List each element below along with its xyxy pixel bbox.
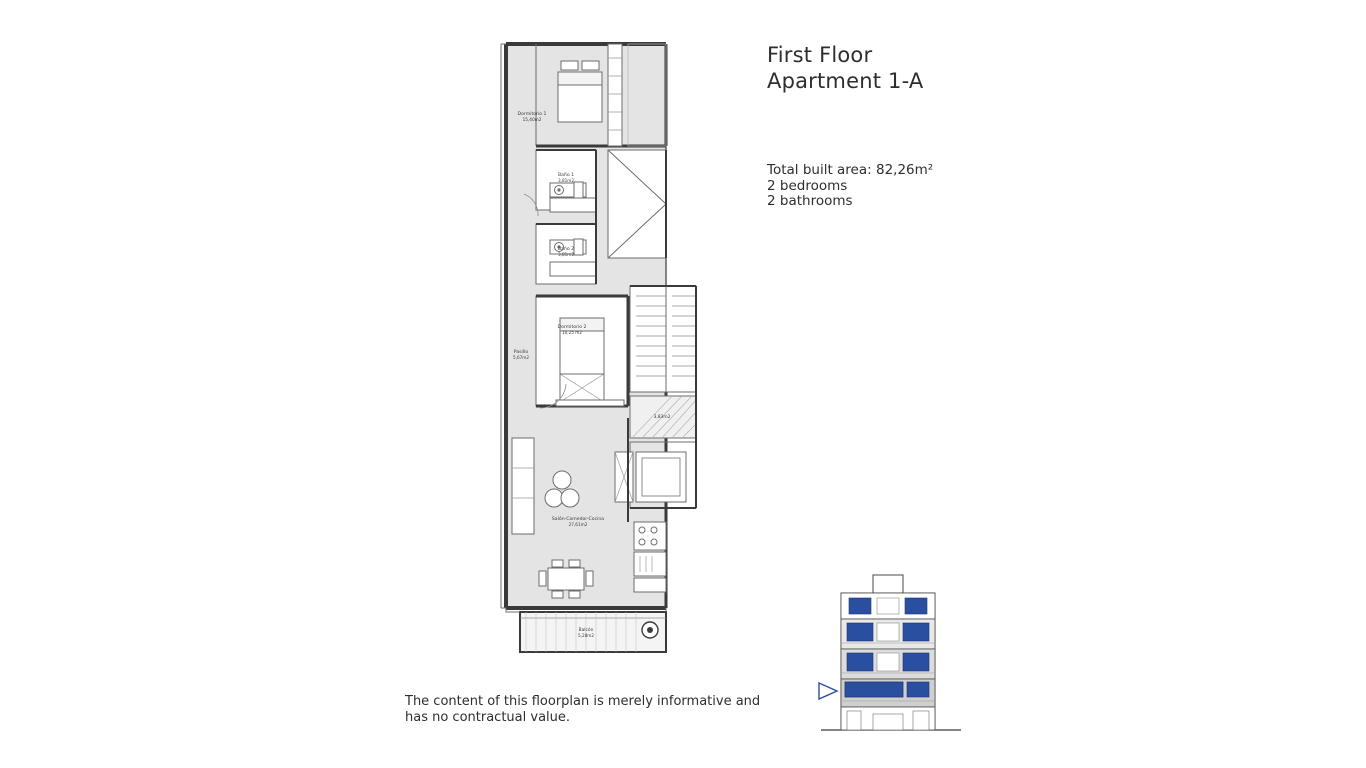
floorplan-drawing bbox=[490, 28, 720, 658]
room-label-pasillo: Pasillo bbox=[513, 350, 529, 355]
building-elevation-thumbnail bbox=[815, 565, 975, 740]
room-area-landing: 3,83m2 bbox=[653, 415, 671, 420]
room-area-dormitorio-1: 15,40m2 bbox=[522, 117, 542, 122]
room-label-dormitorio-2: Dormitorio 2 bbox=[557, 325, 587, 330]
disclaimer-line-1: The content of this floorplan is merely informative and bbox=[405, 694, 761, 709]
floor-pointer-icon bbox=[819, 683, 837, 699]
room-label-balcon: Balcón bbox=[578, 628, 594, 633]
highlighted-apartment bbox=[845, 682, 903, 697]
room-area-bano-1: 3,81m2 bbox=[557, 178, 575, 183]
room-area-balcon: 5,28m2 bbox=[577, 633, 595, 638]
disclaimer bbox=[405, 694, 805, 725]
room-area-bano-2: 3,81m2 bbox=[557, 252, 575, 257]
room-area-salon: 27,61m2 bbox=[568, 522, 588, 527]
title-block bbox=[767, 42, 1187, 94]
property-info bbox=[767, 163, 1187, 210]
bathrooms-count: 2 bathrooms bbox=[767, 193, 853, 209]
room-label-dormitorio-1: Dormitorio 1 bbox=[517, 112, 547, 117]
page-title: First Floor bbox=[767, 43, 873, 67]
room-area-dormitorio-2: 10,25 m2 bbox=[561, 330, 583, 335]
room-label-salon: Salón-Comedor-Cocina bbox=[551, 517, 605, 522]
total-built-area: Total built area: 82,26m² bbox=[767, 162, 934, 178]
page-subtitle: Apartment 1-A bbox=[767, 69, 924, 93]
room-label-bano-1: Baño 1 bbox=[557, 173, 575, 178]
disclaimer-line-2: has no contractual value. bbox=[405, 709, 571, 725]
room-area-pasillo: 5,67m2 bbox=[512, 355, 530, 360]
room-label-bano-2: Baño 2 bbox=[557, 247, 575, 252]
bedrooms-count: 2 bedrooms bbox=[767, 177, 848, 194]
